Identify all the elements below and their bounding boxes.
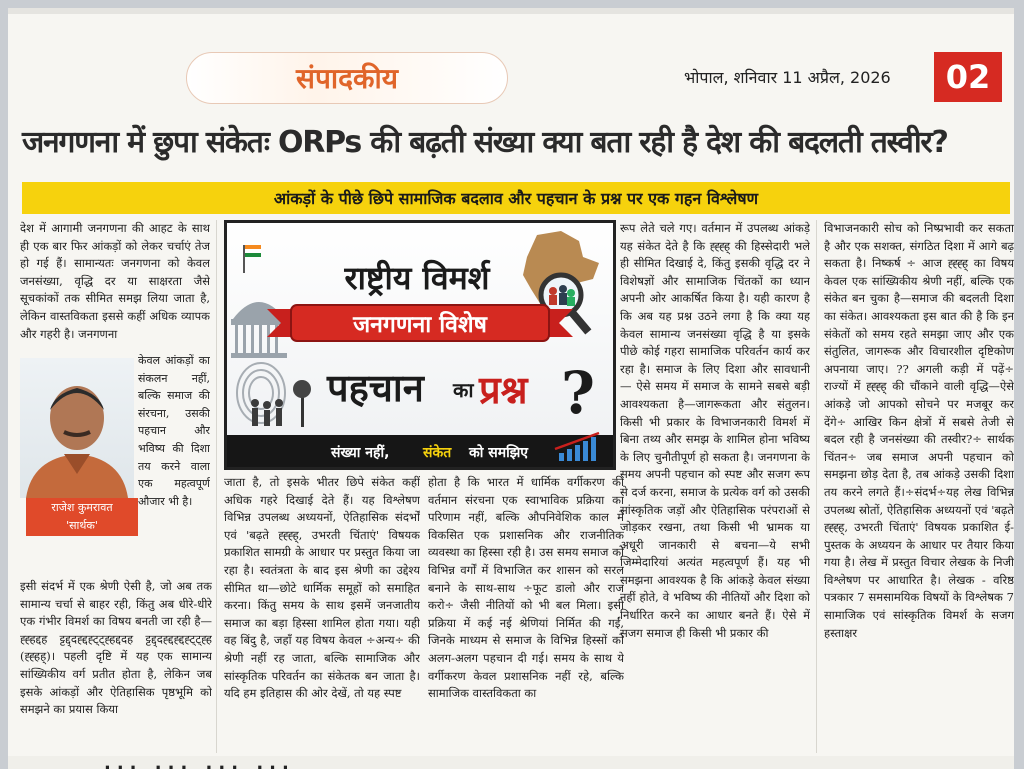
- banner-text-b: संकेत: [423, 445, 452, 461]
- column-divider: [216, 220, 217, 753]
- bottom-banner: [227, 435, 613, 467]
- column-1c-text: इसी संदर्भ में एक श्रेणी ऐसी है, जो अब तक सामान्य चर्चा से बाहर रही, किंतु अब धीरे-धीरे एक गंभीर विमर्श का विषय बनती जा रही है—ह्ह्हद्दह ट्टद्द्दह्द्दह्ट्ट्ह्हद्ददह ट्टद्द्दह्द्दह्द्दह्ट्ट्ह्ह (ह्ह्हह्)। पहली दृष्टि में यह एक सामान्य सांख्यिकीय वर्ग प्रतीत होता है, लेकिन जब इसके आंकड़ों और ऐतिहासिक पृष्ठभूमि को समझने का प्रयास किया: [20, 579, 212, 717]
- column-divider: [816, 220, 817, 753]
- graphic-big-text-c: प्रश्न: [479, 367, 528, 412]
- page-number: 02: [934, 52, 1002, 102]
- column-2-text: जाता है, तो इसके भीतर छिपे संकेत कहीं अधिक गहरे दिखाई देते हैं। यह विश्लेषण विभिन्न उपलब्ध अध्ययनों, ऐतिहासिक संदर्भों एवं 'बढ़ते ह्ह्ह्ह्, उभरती चिंताएं' विषयक प्रकाशित सामग्री के आधार पर प्रस्तुत किया जा रहा है। स्वतंत्रता के बाद इस श्रेणी का उद्देश्य सीमित था—छोटे धार्मिक समूहों को समाहित करना। किंतु समय के साथ इसमें जनजातीय समाज का बड़ा हिस्सा शामिल होता गया। यही वह बिंदु है, जहाँ यह विषय केवल ÷अन्य÷ की श्रेणी नहीं रह जाता, बल्कि सामाजिक और सांस्कृतिक परिवर्तन का संकेतक बन जाता है। यदि हम इतिहास की ओर देखें, तो यह स्पष्ट: [224, 475, 420, 701]
- author-name: राजेश कुमरावत: [51, 501, 113, 514]
- people-silhouette-icon: [251, 399, 283, 426]
- feature-graphic: [224, 220, 616, 470]
- strapline: आंकड़ों के पीछे छिपे सामाजिक बदलाव और पहचान के प्रश्न पर एक गहन विश्लेषण: [273, 189, 759, 208]
- section-label-box: [186, 52, 508, 104]
- top-edge: [8, 8, 1014, 14]
- author-nameplate: [26, 498, 138, 536]
- author-portrait-icon: [20, 358, 134, 498]
- feature-graphic-art: [227, 223, 613, 467]
- column-1b-text: केवल आंकड़ों का संकलन नहीं, बल्कि समाज की संरचना, उसकी पहचान और भविष्य की दिशा तय करने वाला एक महत्वपूर्ण औजार भी है।: [138, 354, 210, 508]
- next-article-partial: ... ... ... ...: [104, 753, 295, 769]
- graphic-big-text-b: का: [453, 378, 474, 402]
- graphic-title: राष्ट्रीय विमर्श: [344, 259, 490, 297]
- strapline-bar: [22, 182, 1010, 214]
- author-photo: [20, 358, 134, 498]
- column-4-text: रूप लेते चले गए। वर्तमान में उपलब्ध आंकड़े यह संकेत देते है कि ह्ह्ह्ह् की हिस्सेदारी भले ही सीमित दिखाई दे, किंतु इसकी वृद्धि दर ने विशेषज्ञों और सामाजिक चिंतकों का ध्यान अपनी ओर आकर्षित किया है। यही कारण है कि अब यह प्रश्न उठने लगा है कि क्या यह केवल सामान्य जनसंख्या वृद्धि है या इसके पीछे कोई गहरा सामाजिक परिवर्तन कार्य कर रहा है। समाज के लिए दिशा और सावधानी — ऐसे समय में समाज के सामने सबसे बड़ी आवश्यकता है—जागरूकता और संतुलन। किसी भी प्रकार के विभाजनकारी विमर्श में बिना तथ्य और समझ के शामिल होना भविष्य के लिए चुनौतीपूर्ण हो सकता है। जनगणना के समय अपनी पहचान को स्पष्ट और सजग रूप से दर्ज करना, समाज के प्रत्येक वर्ग को उसकी सांस्कृतिक जड़ों और ऐतिहासिक परंपराओं से जोड़कर रखना, तथा किसी भी भ्रामक या अधूरी जानकारी से बचना—ये सभी जिम्मेदारियां अत्यंत महत्वपूर्ण हैं। यह भी समझना आवश्यक है कि आंकड़े केवल संख्या नहीं होते, वे भविष्य की नीतियों और दिशा को निर्धारित करने का आधार बनते हैं। ऐसे में सजग समाज ही किसी भी प्रकार की: [620, 221, 810, 640]
- ribbon-text: जनगणना विशेष: [353, 312, 487, 338]
- graphic-big-text-a: पहचान: [327, 366, 424, 410]
- column-5-text: विभाजनकारी सोच को निष्प्रभावी कर सकता है और एक सशक्त, संगठित दिशा में आगे बढ़ सकता है। निष्कर्ष ÷ आज ह्ह्ह्ह् का विषय केवल एक सांख्यिकीय श्रेणी नहीं, बल्कि एक संकेत बन चुका है—समाज की बदलती दिशा का संकेत। आवश्यकता इस बात की है कि इन संकेतों को समय रहते समझा जाए और एक संतुलित, जागरूक और विचारशील दृष्टिकोण अपनाया जाए। ?? अगली कड़ी में पढ़ें÷ राज्यों में ह्ह्ह्ह् की चौंकाने वाली वृद्धि—ऐसे आंकड़े जो आपको सोचने पर मजबूर कर देंगे÷ आखिर किन क्षेत्रों में सबसे तेजी से बदल रही है जनसंख्या की तस्वीर?÷ सार्थक चिंतन÷ जब समाज अपनी पहचान को समझना छोड़ देता है, तब आंकड़े उसकी दिशा तय करने लगते हैं।÷संदर्भ÷यह लेख विभिन्न उपलब्ध स्रोतों, ऐतिहासिक अध्ययनों एवं 'बढ़ते ह्ह्ह्ह्, उभरती चिंताएं' विषयक प्रकाशित ई-पुस्तक के अध्ययन के आधार पर तैयार किया गया है। लेख में प्रस्तुत विचार लेखक के निजी विश्लेषण पर आधारित है। लेखक - वरिष्ठ पत्रकार 7 समसामयिक विषयों के विश्लेषक 7 सामाजिक एवं सांस्कृतिक विमर्श के सजग हस्ताक्षर: [824, 221, 1014, 640]
- next-article-strip: [8, 753, 1014, 769]
- section-label: संपादकीय: [296, 62, 398, 95]
- graphic-question-mark: ?: [561, 359, 595, 427]
- banner-text-c: को समझिए: [469, 445, 529, 461]
- author-pen-name: 'सार्थक': [66, 519, 98, 532]
- dateline: भोपाल, शनिवार 11 अप्रैल, 2026: [684, 68, 891, 87]
- column-1-text: देश में आगामी जनगणना की आहट के साथ ही एक बार फिर आंकड़ों को लेकर चर्चाएं तेज हो गई हैं। सामान्यतः जनगणना को केवल जनसंख्या, वृद्धि दर या साक्षरता जैसे सूचकांकों तक सीमित समझ लिया जाता है, लेकिन वास्तविकता इससे कहीं अधिक व्यापक और गहरी है। जनगणना: [20, 221, 210, 341]
- headline: जनगणना में छुपा संकेतः ORPs की बढ़ती संख्या क्या बता रही है देश की बदलती तस्वीर?: [22, 125, 948, 160]
- banner-text-a: संख्या नहीं,: [331, 445, 390, 461]
- newspaper-page: [8, 8, 1014, 769]
- column-3-text: होता है कि भारत में धार्मिक वर्गीकरण की वर्तमान संरचना एक स्वाभाविक प्रक्रिया का परिणाम नहीं, बल्कि औपनिवेशिक काल में विकसित एक प्रशासनिक और राजनीतिक व्यवस्था का हिस्सा रही है। उस समय समाज को विभिन्न वर्गों में विभाजित कर शासन को सरल बनाने के साथ-साथ ÷फूट डालो और राज करो÷ जैसी नीतियों को भी बल मिला। इसी प्रक्रिया में कई नई श्रेणियां निर्मित की गईं, जिनके माध्यम से समाज के विभिन्न हिस्सों को अलग-अलग पहचान दी गई। समय के साथ ये वर्गीकरण केवल प्रशासनिक नहीं रहे, बल्कि सामाजिक वास्तविकता का: [428, 475, 624, 701]
